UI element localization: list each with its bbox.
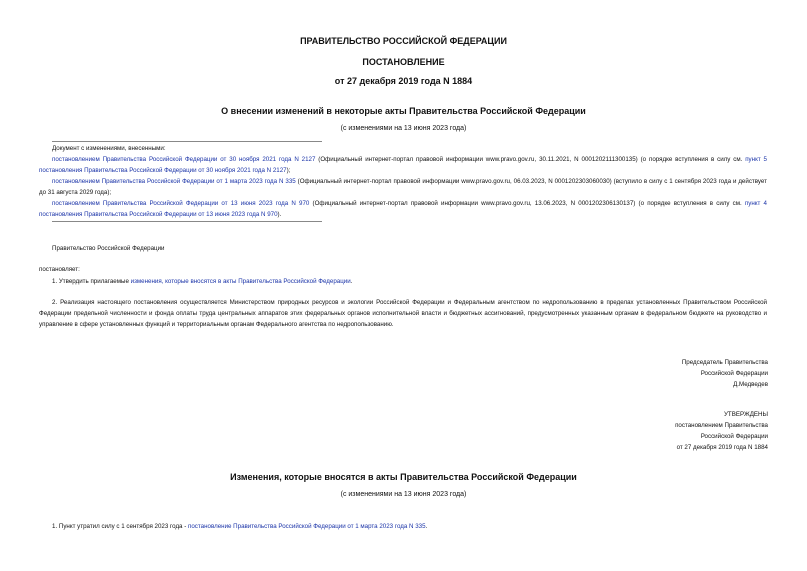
changes-top-rule — [52, 141, 322, 142]
approved-line-4: от 27 декабря 2019 года N 1884 — [676, 444, 768, 451]
annex-item-1-suffix: . — [425, 523, 428, 530]
change-text: ); — [286, 167, 291, 174]
change-link-2127-p5[interactable]: пункт 5 постановления Правительства Российской Федерации от 30 ноября 2021 года N 2127 — [39, 156, 767, 174]
government-heading: ПРАВИТЕЛЬСТВО РОССИЙСКОЙ ФЕДЕРАЦИИ — [300, 36, 507, 46]
change-text: (Официальный интернет-портал правовой информации www.pravo.gov.ru, 30.11.2021, N 0001202111300135) (о порядке вступления в силу см. — [315, 156, 746, 163]
signature-name: Д.Медведев — [733, 381, 768, 388]
change-text: (Официальный интернет-портал правовой информации www.pravo.gov.ru, 13.06.2023, N 0001202306130137) (о порядке вступления в силу см. — [309, 200, 745, 207]
document-title: О внесении изменений в некоторые акты Правительства Российской Федерации — [221, 106, 586, 116]
paragraph-2: 2. Реализация настоящего постановления осуществляется Министерством природных ресурсов и экологии Российской Федерации и Федеральным агентством по недропользованию в пределах установленных Правительством Российской Федерации предельной численности и фонда оплаты труда центральных аппаратов этих федеральных органов исполнительной власти и бюджетных ассигнований, предусмотренных указанным органам в федеральном бюджете на руководство и управление в сфере установленных функций и территориальным органам Федерального агентства по недропользованию. — [39, 299, 767, 328]
changes-intro: Документ с изменениями, внесенными: — [52, 145, 166, 152]
annex-item-1 — [52, 521, 427, 532]
signature-line-1: Председатель Правительства — [681, 359, 768, 366]
annex-title: Изменения, которые вносятся в акты Правительства Российской Федерации — [230, 472, 577, 482]
approved-line-3: Российской Федерации — [700, 433, 768, 440]
change-text: ). — [277, 211, 282, 218]
paragraph-1-prefix: 1. Утвердить прилагаемые — [52, 278, 131, 285]
change-item-2 — [39, 176, 767, 198]
annex-amended-note: (с изменениями на 13 июня 2023 года) — [340, 491, 467, 498]
document-type: ПОСТАНОВЛЕНИЕ — [362, 57, 445, 67]
change-item-3 — [39, 198, 767, 220]
changes-annex-link[interactable]: изменения, которые вносятся в акты Правительства Российской Федерации — [130, 278, 351, 285]
changes-bottom-rule — [52, 221, 322, 222]
paragraph-1-suffix: . — [350, 278, 353, 285]
resolves: постановляет: — [39, 266, 80, 273]
signature-block — [682, 357, 768, 390]
change-link-335[interactable]: постановлением Правительства Российской Федерации от 1 марта 2023 года N 335 — [52, 178, 296, 185]
amended-note: (с изменениями на 13 июня 2023 года) — [340, 125, 467, 132]
document-date-number: от 27 декабря 2019 года N 1884 — [334, 76, 473, 86]
change-item-1 — [39, 154, 767, 176]
signature-line-2: Российской Федерации — [700, 370, 768, 377]
change-link-970[interactable]: постановлением Правительства Российской Федерации от 13 июня 2023 года N 970 — [52, 200, 310, 207]
approved-line-1: УТВЕРЖДЕНЫ — [724, 411, 768, 418]
annex-link-335[interactable]: постановление Правительства Российской Федерации от 1 марта 2023 года N 335 — [188, 523, 426, 530]
change-link-2127[interactable]: постановлением Правительства Российской Федерации от 30 ноября 2021 года N 2127 — [52, 156, 316, 163]
change-text: (Официальный интернет-портал правовой информации www.pravo.gov.ru, 06.03.2023, N 0001202303060030) (вступило в силу с 1 сентября 2023 года и действует до 31 августа 2029 года); — [39, 178, 768, 196]
approved-block — [675, 409, 768, 453]
paragraph-1 — [52, 276, 352, 287]
annex-item-1-prefix: 1. Пункт утратил силу с 1 сентября 2023 года - — [52, 523, 188, 530]
issuer: Правительство Российской Федерации — [52, 245, 165, 252]
change-link-970-p4[interactable]: пункт 4 постановления Правительства Российской Федерации от 13 июня 2023 года N 970 — [39, 200, 767, 218]
changes-block — [39, 143, 768, 220]
approved-line-2: постановлением Правительства — [675, 422, 768, 429]
